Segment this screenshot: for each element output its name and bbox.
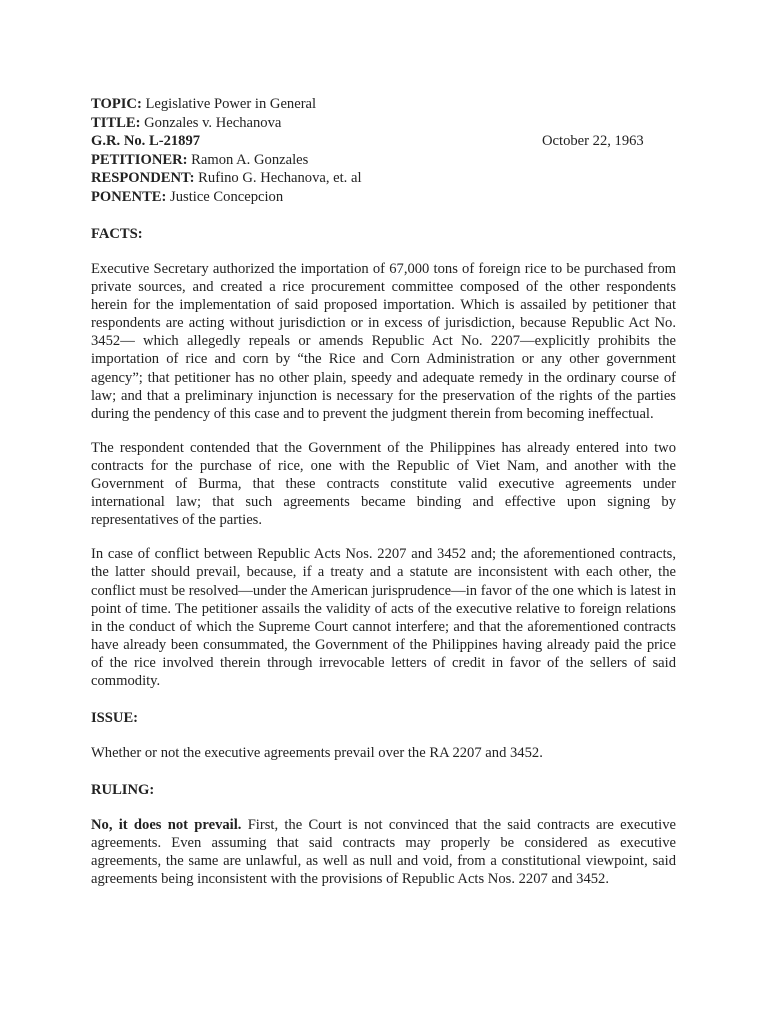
topic-line <box>91 95 676 114</box>
facts-heading: FACTS: <box>91 226 143 242</box>
ponente-label: PONENTE: <box>91 188 167 205</box>
title-value: Gonzales v. Hechanova <box>140 114 282 131</box>
facts-paragraph-3: In case of conflict between Republic Acts Nos. 2207 and 3452 and; the aforementioned contracts, the latter should prevail, because, if a treaty and a statute are inconsistent with each other, the conflict must be resolved—under the American jurisprudence—in favor of the one which is latest in point of time. The petitioner assails the validity of acts of the executive relative to foreign relations in the conduct of which the Supreme Court cannot interfere; and that the aforementioned contracts have already been consummated, the Government of the Philippines having already paid the price of the rice involved therein through irrevocable letters of credit in favor of the sellers of said commodity. <box>91 546 676 689</box>
decision-date: October 22, 1963 <box>542 133 644 149</box>
ruling-text: First, the Court is not convinced that the said contracts are executive agreements. Even assuming that said contracts may properly be considered as executive agreements, the same are unlawful, as well as null and void, from a constitutional viewpoint, said agreements being inconsistent with the provisions of Republic Acts Nos. 2207 and 3452. <box>91 817 676 888</box>
issue-heading: ISSUE: <box>91 710 139 727</box>
gr-number-line <box>91 132 676 151</box>
respondent-value: Rufino G. Hechanova, et. al <box>194 170 362 186</box>
topic-label: TOPIC: <box>91 96 142 112</box>
petitioner-line <box>91 151 676 170</box>
ruling-heading: RULING: <box>91 782 155 799</box>
respondent-line <box>91 169 676 188</box>
title-label: TITLE: <box>91 114 141 131</box>
gr-number: G.R. No. L-21897 <box>91 133 201 149</box>
issue-text: Whether or not the executive agreements prevail over the RA 2207 and 3452. <box>91 745 543 762</box>
ruling-lead: No, it does not prevail. <box>91 817 242 834</box>
title-line <box>91 114 676 133</box>
ruling-paragraph <box>91 816 676 888</box>
facts-paragraph-2: The respondent contended that the Government of the Philippines has already entered into two contracts for the purchase of rice, one with the Republic of Viet Nam, and another with the Government of Burma, that these contracts constitute valid executive agreements under international law; that such agreements became binding and effective upon signing by representatives of the parties. <box>91 439 676 529</box>
petitioner-value: Ramon A. Gonzales <box>187 151 309 168</box>
respondent-label: RESPONDENT: <box>91 170 195 186</box>
ponente-value: Justice Concepcion <box>166 188 284 205</box>
facts-paragraph-1: Executive Secretary authorized the importation of 67,000 tons of foreign rice to be purchased from private sources, and created a rice procurement committee composed of the other respondents herein for the implementation of said proposed importation. Which is assailed by petitioner that respondents are acting without jurisdiction or in excess of jurisdiction, because Republic Act No. 3452— which allegedly repeals or amends Republic Act No. 2207—explicitly prohibits the importation of rice and corn by “the Rice and Corn Administration or any other government agency”; that petitioner has no other plain, speedy and adequate remedy in the ordinary course of law; and that a preliminary injunction is necessary for the preservation of the rights of the parties during the pendency of this case and to prevent the judgment therein from becoming ineffectual. <box>91 261 676 422</box>
topic-value: Legislative Power in General <box>141 96 317 112</box>
ponente-line <box>91 188 676 207</box>
petitioner-label: PETITIONER: <box>91 151 188 168</box>
